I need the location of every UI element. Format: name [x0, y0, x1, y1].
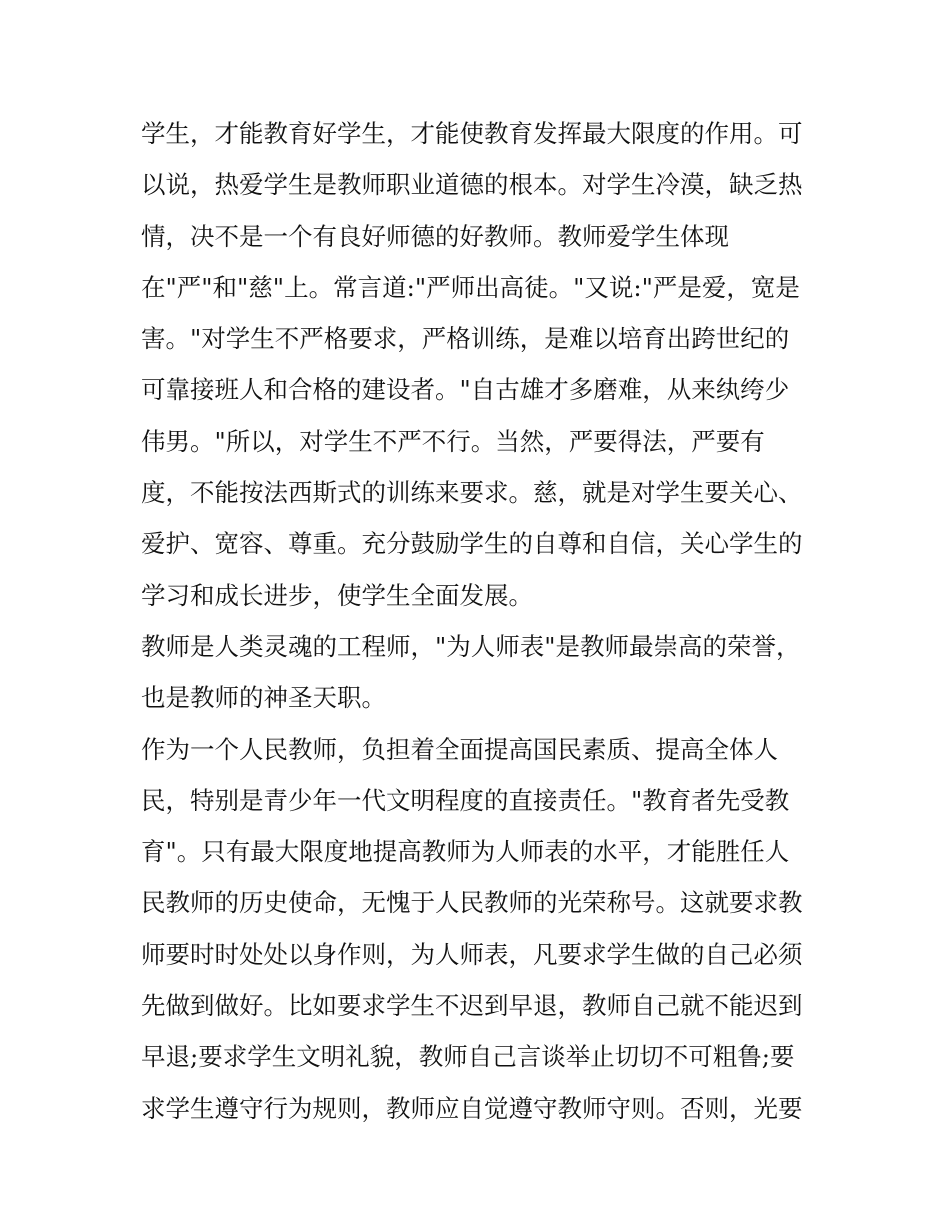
text-line: 害。"对学生不严格要求，严格训练，是难以培育出跨世纪的 [141, 324, 790, 354]
text-line: 情，决不是一个有良好师德的好教师。教师爱学生体现 [141, 221, 729, 251]
text-line: 爱护、宽容、尊重。充分鼓励学生的自尊和自信，关心学生的 [141, 529, 803, 559]
text-line: 在"严"和"慈"上。常言道:"严师出高徒。"又说:"严是爱，宽是 [141, 272, 800, 302]
text-line: 以说，热爱学生是教师职业道德的根本。对学生冷漠，缺乏热 [141, 170, 803, 200]
text-line: 早退;要求学生文明礼貌，教师自己言谈举止切切不可粗鲁;要 [141, 1042, 795, 1072]
document-body [141, 108, 821, 1134]
text-line: 作为一个人民教师，负担着全面提高国民素质、提高全体人 [141, 734, 778, 764]
text-line: 求学生遵守行为规则，教师应自觉遵守教师守则。否则，光要 [141, 1093, 803, 1123]
text-line: 师要时时处处以身作则，为人师表，凡要求学生做的自己必须 [141, 939, 803, 969]
text-line: 民教师的历史使命，无愧于人民教师的光荣称号。这就要求教 [141, 888, 803, 918]
text-line: 先做到做好。比如要求学生不迟到早退，教师自己就不能迟到 [141, 991, 803, 1021]
text-line: 育"。只有最大限度地提高教师为人师表的水平，才能胜任人 [141, 837, 790, 867]
text-line: 可靠接班人和合格的建设者。"自古雄才多磨难，从来纨绔少 [141, 375, 790, 405]
text-line: 伟男。"所以，对学生不严不行。当然，严要得法，严要有 [141, 426, 765, 456]
text-line: 学习和成长进步，使学生全面发展。 [141, 580, 533, 610]
text-line: 学生，才能教育好学生，才能使教育发挥最大限度的作用。可 [141, 119, 803, 148]
text-line: 也是教师的神圣天职。 [141, 683, 386, 713]
text-line: 教师是人类灵魂的工程师，"为人师表"是教师最崇高的荣誉， [141, 631, 801, 661]
text-line: 民，特别是青少年一代文明程度的直接责任。"教育者先受教 [141, 785, 790, 815]
text-line: 度，不能按法西斯式的训练来要求。慈，就是对学生要关心、 [141, 478, 803, 508]
